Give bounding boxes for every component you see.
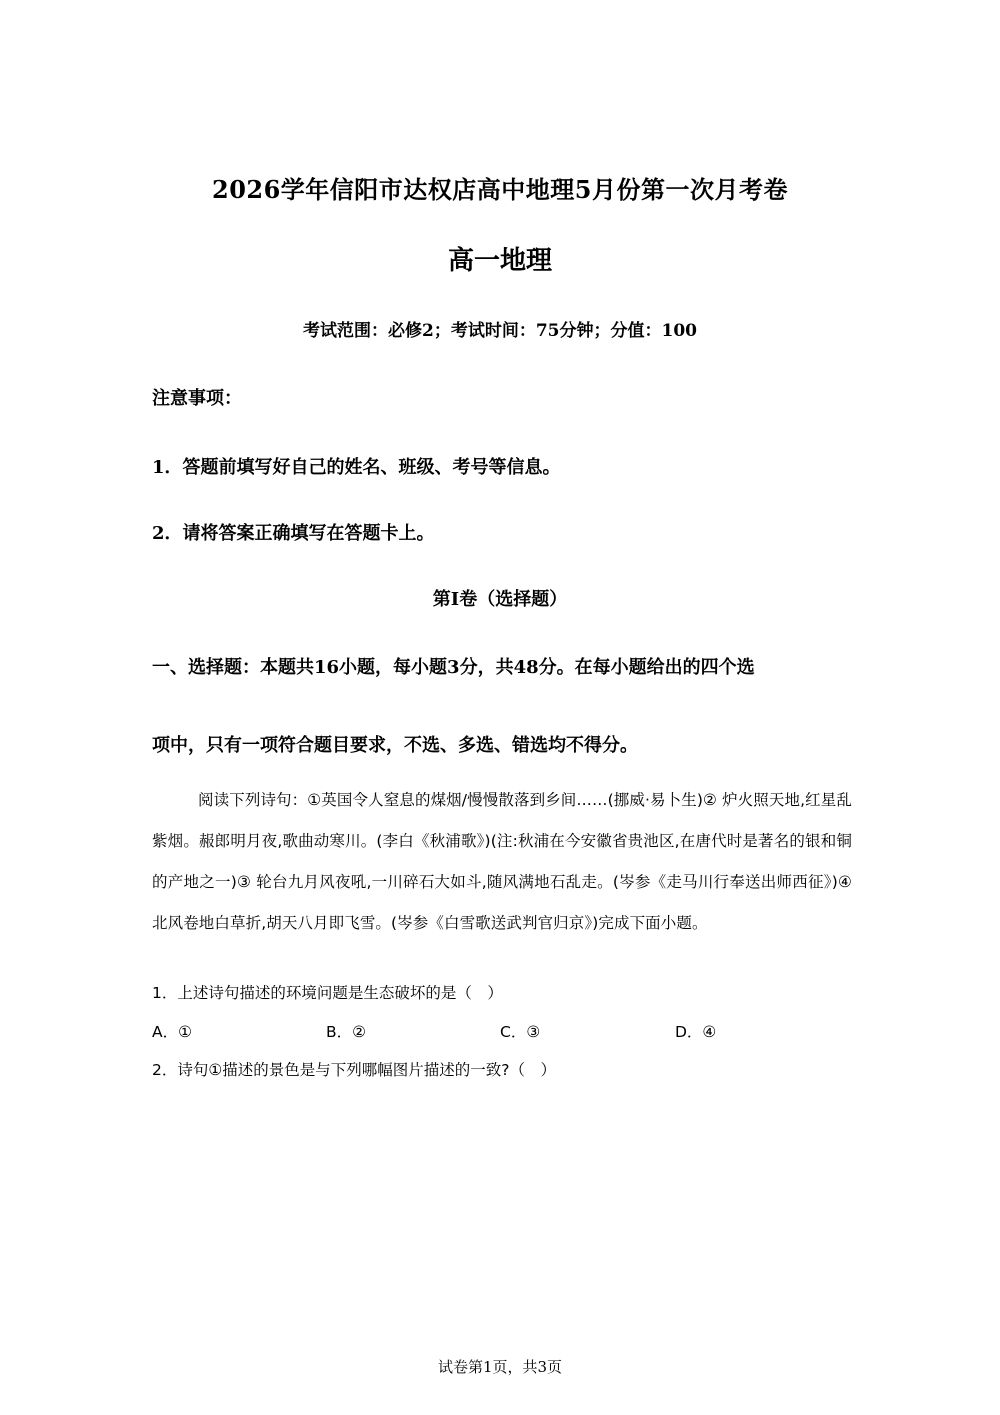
question-1-option-c: C．③ (500, 1023, 541, 1041)
reading-passage: 阅读下列诗句：①英国令人窒息的煤烟/慢慢散落到乡间……(挪威·易卜生)② 炉火照天地,红星乱紫烟。赧郎明月夜,歌曲动寒川。(李白《秋浦歌》)(注:秋浦在今安徽省贵池区,在唐代时是著名的银和铜的产地之一)③ 轮台九月风夜吼,一川碎石大如斗,随风满地石乱走。(岑参《走马川行奉送出师西征》)④ 北风卷地白草折,胡天八月即飞雪。(岑参《白雪歌送武判官归京》)完成下面小题。 (152, 791, 852, 932)
instructions-line-1: 一、选择题：本题共16小题，每小题3分，共48分。在每小题给出的四个选 (152, 657, 755, 678)
note-item-2: 2．请将答案正确填写在答题卡上。 (152, 523, 435, 544)
question-1-option-d: D．④ (675, 1023, 717, 1041)
note-item-1: 1．答题前填写好自己的姓名、班级、考号等信息。 (152, 457, 561, 478)
question-1-option-b: B．② (326, 1023, 367, 1041)
notes-heading: 注意事项： (152, 388, 242, 409)
page-footer: 试卷第1页，共3页 (437, 1358, 563, 1376)
question-2-text: 2．诗句①描述的景色是与下列哪幅图片描述的一致?（ ） (152, 1061, 556, 1079)
question-1-option-a: A．① (152, 1023, 192, 1041)
exam-title: 2026学年信阳市达权店高中地理5月份第一次月考卷 (212, 175, 788, 204)
instructions-line-2: 项中，只有一项符合题目要求，不选、多选、错选均不得分。 (152, 735, 638, 756)
section-title: 第I卷（选择题） (432, 589, 568, 610)
exam-subtitle: 高一地理 (447, 246, 552, 276)
question-1-text: 1．上述诗句描述的环境问题是生态破坏的是（ ） (152, 984, 503, 1002)
exam-info: 考试范围：必修2；考试时间：75分钟；分值：100 (303, 321, 697, 341)
